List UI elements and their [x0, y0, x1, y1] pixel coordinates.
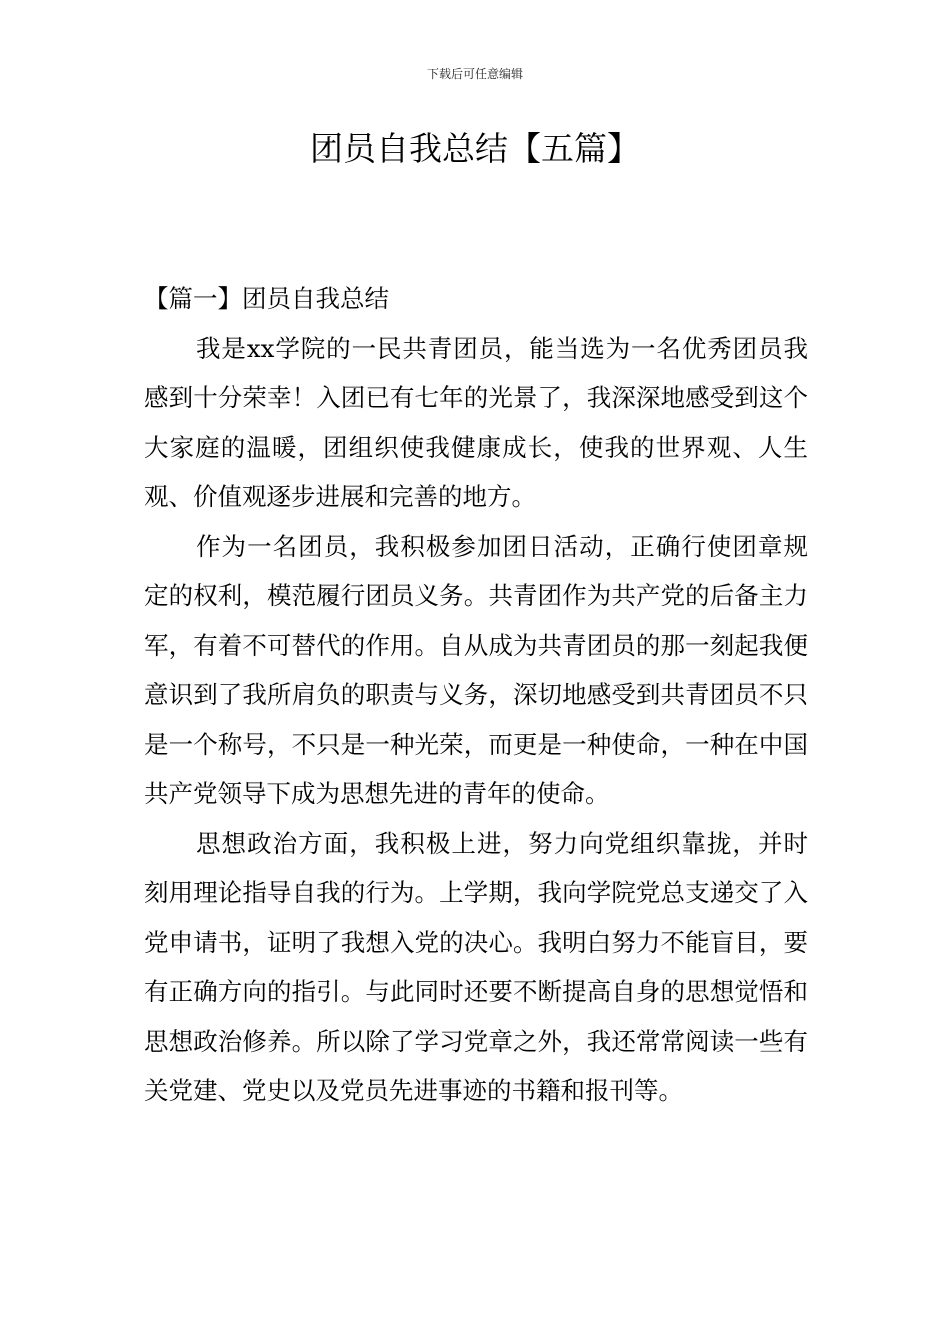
header-note: 下载后可任意编辑	[426, 67, 523, 81]
body-paragraph: 我是xx学院的一民共青团员，能当选为一名优秀团员我感到十分荣幸！入团已有七年的光景了，我深深地感受到这个大家庭的温暖，团组织使我健康成长，使我的世界观、人生观、价值观逐步进展和完善的地方。	[144, 333, 808, 511]
body-paragraph: 思想政治方面，我积极上进，努力向党组织靠拢，并时刻用理论指导自我的行为。上学期，我向学院党总支递交了入党申请书，证明了我想入党的决心。我明白努力不能盲目，要有正确方向的指引。与此同时还要不断提高自身的思想觉悟和思想政治修养。所以除了学习党章之外，我还常常阅读一些有关党建、党史以及党员先进事迹的书籍和报刊等。	[144, 828, 808, 1105]
document-title: 团员自我总结【五篇】	[310, 129, 640, 168]
body-paragraph: 作为一名团员，我积极参加团日活动，正确行使团章规定的权利，模范履行团员义务。共青团作为共产党的后备主力军，有着不可替代的作用。自从成为共青团员的那一刻起我便意识到了我所肩负的职责与义务，深切地感受到共青团员不只是一个称号，不只是一种光荣，而更是一种使命，一种在中国共产党领导下成为思想先进的青年的使命。	[144, 531, 808, 808]
section-heading: 【篇一】团员自我总结	[144, 284, 389, 313]
document-body	[144, 274, 808, 1116]
